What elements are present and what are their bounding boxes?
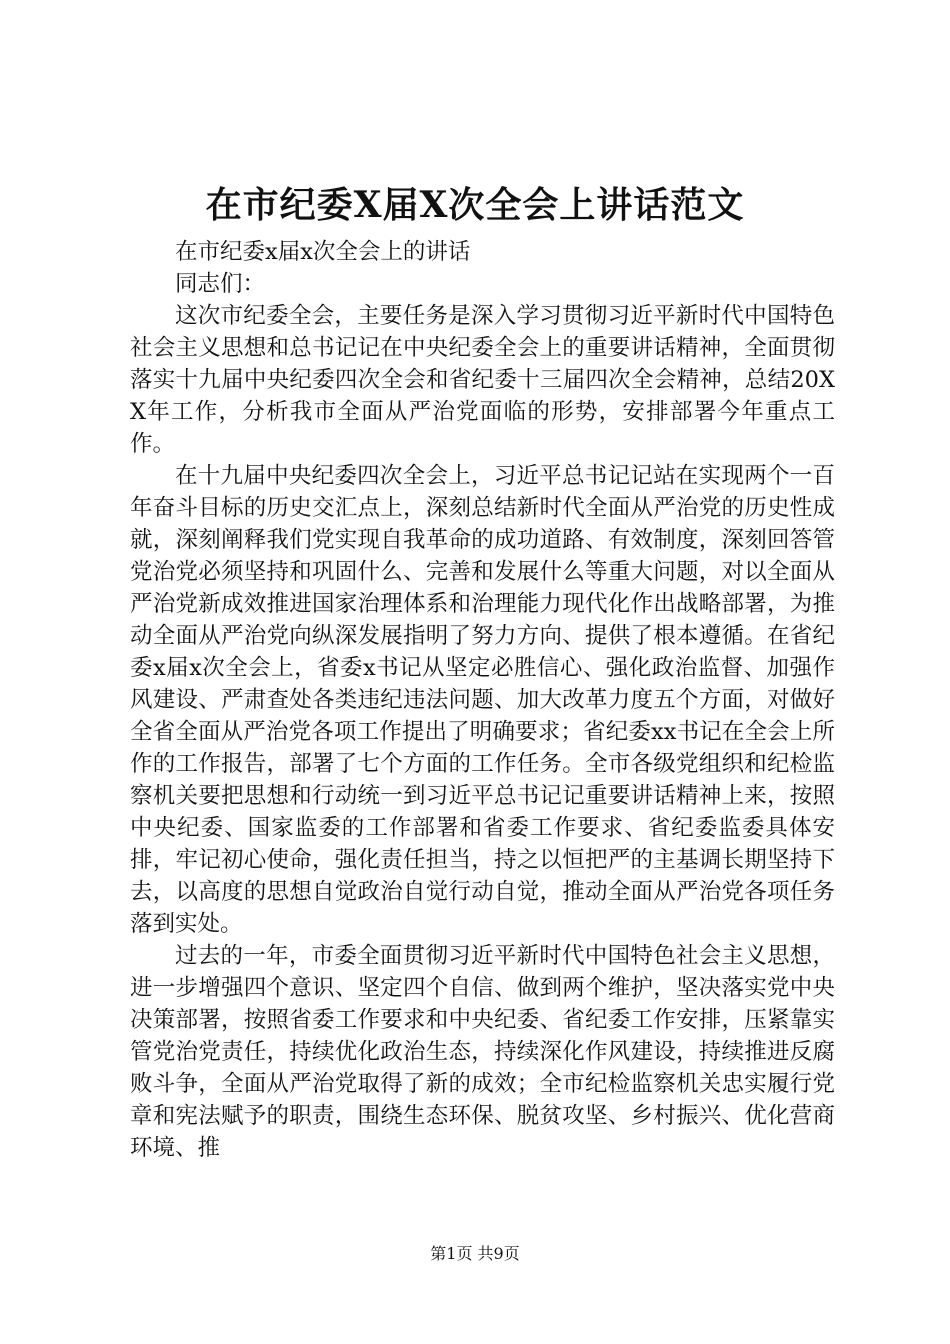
paragraph: 这次市纪委全会，主要任务是深入学习贯彻习近平新时代中国特色社会主义思想和总书记记在中央纪委全会上的重要讲话精神，全面贯彻落实十九届中央纪委四次全会和省纪委十三届四次全会精神，总结20XX年工作，分析我市全面从严治党面临的形势，安排部署今年重点工作。 (130, 303, 835, 457)
document-title: 在市纪委X届X次全会上讲话范文 (205, 184, 745, 226)
document-body (130, 236, 835, 1164)
paragraph-salutation: 同志们： (175, 271, 266, 297)
page-footer: 第1页 共9页 (430, 1244, 520, 1263)
paragraph: 过去的一年，市委全面贯彻习近平新时代中国特色社会主义思想，进一步增强四个意识、坚定四个自信、做到两个维护，坚决落实党中央决策部署，按照省委工作要求和中央纪委、省纪委工作安排，压紧靠实管党治党责任，持续优化政治生态，持续深化作风建设，持续推进反腐败斗争，全面从严治党取得了新的成效；全市纪检监察机关忠实履行党章和宪法赋予的职责，围绕生态环保、脱贫攻坚、乡村振兴、优化营商环境、推 (130, 943, 835, 1161)
paragraph-subtitle: 在市纪委x届x次全会上的讲话 (175, 239, 471, 265)
paragraph: 在十九届中央纪委四次全会上，习近平总书记记站在实现两个一百年奋斗目标的历史交汇点上，深刻总结新时代全面从严治党的历史性成就，深刻阐释我们党实现自我革命的成功道路、有效制度，深刻回答管党治党必须坚持和巩固什么、完善和发展什么等重大问题，对以全面从严治党新成效推进国家治理体系和治理能力现代化作出战略部署，为推动全面从严治党向纵深发展指明了努力方向、提供了根本遵循。在省纪委x届x次全会上，省委x书记从坚定必胜信心、强化政治监督、加强作风建设、严肃查处各类违纪违法问题、加大改革力度五个方面，对做好全省全面从严治党各项工作提出了明确要求；省纪委xx书记在全会上所作的工作报告，部署了七个方面的工作任务。全市各级党组织和纪检监察机关要把思想和行动统一到习近平总书记记重要讲话精神上来，按照中央纪委、国家监委的工作部署和省委工作要求、省纪委监委具体安排，牢记初心使命，强化责任担当，持之以恒把严的主基调长期坚持下去，以高度的思想自觉政治自觉行动自觉，推动全面从严治党各项任务落到实处。 (130, 463, 835, 937)
